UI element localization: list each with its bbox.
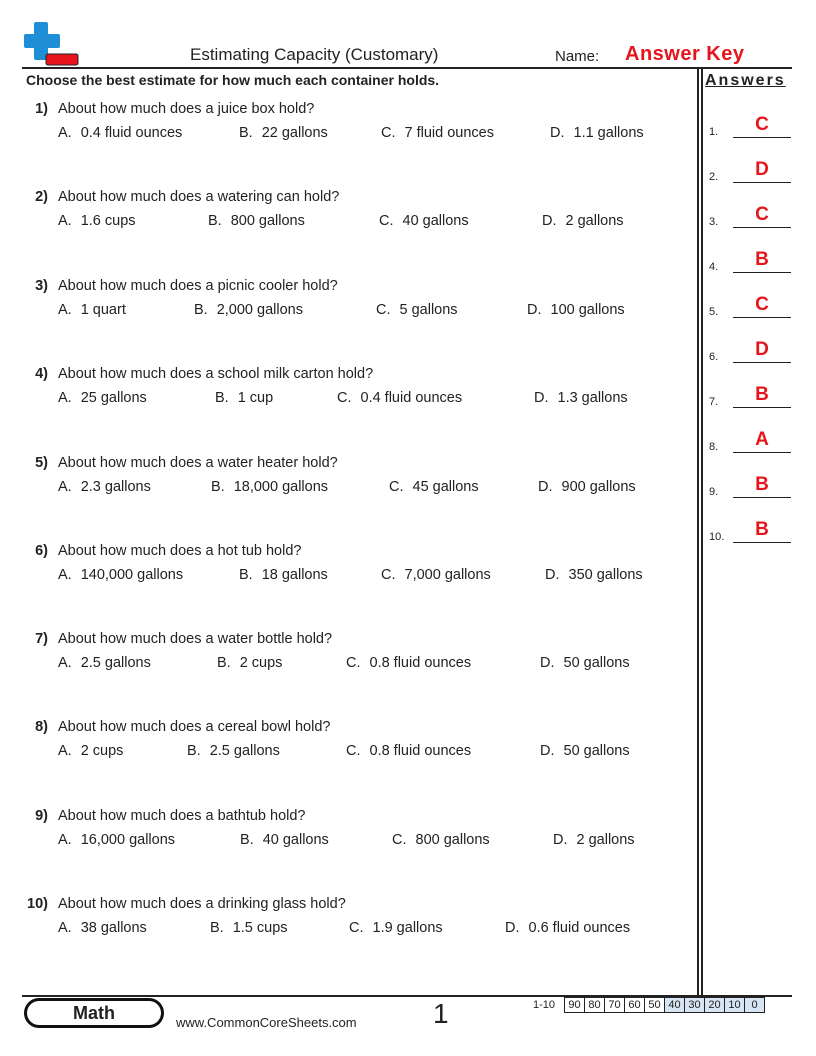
answer-number: 8. xyxy=(709,441,719,453)
question xyxy=(24,631,694,691)
answer-row xyxy=(709,341,793,365)
option-d: D. 1.1 gallons xyxy=(550,125,644,141)
answer-key-label: Answer Key xyxy=(625,43,745,65)
answer-number: 3. xyxy=(709,216,719,228)
answer-row xyxy=(709,431,793,455)
answer-line xyxy=(733,227,791,228)
website-url: www.CommonCoreSheets.com xyxy=(176,1015,357,1030)
option-c: C. 0.8 fluid ounces xyxy=(346,655,472,671)
option-c: C. 7 fluid ounces xyxy=(381,125,494,141)
question-number: 3) xyxy=(35,278,48,294)
option-c: C. 7,000 gallons xyxy=(381,567,491,583)
answer-line xyxy=(733,182,791,183)
option-b: B. 18,000 gallons xyxy=(211,479,329,495)
question xyxy=(24,101,694,161)
question-number: 4) xyxy=(35,366,48,382)
subject-label: Math xyxy=(27,1001,161,1025)
subject-badge xyxy=(24,998,164,1028)
score-cell: 0 xyxy=(745,998,765,1013)
option-b: B. 800 gallons xyxy=(208,213,305,229)
question xyxy=(24,896,694,956)
answer-row xyxy=(709,251,793,275)
worksheet-title: Estimating Capacity (Customary) xyxy=(190,45,439,64)
question-number: 5) xyxy=(35,455,48,471)
header-divider xyxy=(22,67,792,69)
answer-row xyxy=(709,296,793,320)
score-cell: 80 xyxy=(585,998,605,1013)
question xyxy=(24,455,694,515)
answer-line xyxy=(733,137,791,138)
question-number: 2) xyxy=(35,189,48,205)
option-b: B. 18 gallons xyxy=(239,567,328,583)
option-a: A. 1.6 cups xyxy=(58,213,136,229)
answer-value: D xyxy=(755,159,769,180)
answer-row xyxy=(709,386,793,410)
option-a: A. 2 cups xyxy=(58,743,124,759)
answer-number: 9. xyxy=(709,486,719,498)
question-number: 6) xyxy=(35,543,48,559)
option-b: B. 1.5 cups xyxy=(210,920,288,936)
question xyxy=(24,543,694,603)
question-text: About how much does a water heater hold? xyxy=(58,455,338,471)
answer-row xyxy=(709,206,793,230)
score-cell: 50 xyxy=(645,998,665,1013)
answer-line xyxy=(733,272,791,273)
question-text: About how much does a watering can hold? xyxy=(58,189,340,205)
option-a: A. 38 gallons xyxy=(58,920,147,936)
answer-value: B xyxy=(755,519,769,540)
option-a: A. 16,000 gallons xyxy=(58,832,176,848)
option-c: C. 45 gallons xyxy=(389,479,479,495)
option-a: A. 2.3 gallons xyxy=(58,479,151,495)
question-text: About how much does a hot tub hold? xyxy=(58,543,302,559)
score-cell: 10 xyxy=(725,998,745,1013)
option-a: A. 1 quart xyxy=(58,302,126,318)
option-d: D. 0.6 fluid ounces xyxy=(505,920,631,936)
score-cell: 90 xyxy=(565,998,585,1013)
question-text: About how much does a water bottle hold? xyxy=(58,631,333,647)
option-b: B. 1 cup xyxy=(215,390,274,406)
option-c: C. 800 gallons xyxy=(392,832,490,848)
answer-number: 4. xyxy=(709,261,719,273)
answer-value: A xyxy=(755,429,769,450)
option-d: D. 2 gallons xyxy=(553,832,635,848)
name-label: Name: xyxy=(555,48,600,65)
score-cell: 20 xyxy=(705,998,725,1013)
answer-line xyxy=(733,317,791,318)
question xyxy=(24,366,694,426)
question xyxy=(24,808,694,868)
option-c: C. 0.8 fluid ounces xyxy=(346,743,472,759)
option-c: C. 1.9 gallons xyxy=(349,920,443,936)
answer-row xyxy=(709,116,793,140)
answer-value: B xyxy=(755,474,769,495)
answer-line xyxy=(733,407,791,408)
column-divider xyxy=(701,67,703,995)
column-divider xyxy=(697,67,699,995)
answer-row xyxy=(709,161,793,185)
option-b: B. 40 gallons xyxy=(240,832,329,848)
answer-value: B xyxy=(755,384,769,405)
option-d: D. 1.3 gallons xyxy=(534,390,628,406)
option-d: D. 50 gallons xyxy=(540,655,630,671)
answer-number: 10. xyxy=(709,531,725,543)
question-text: About how much does a juice box hold? xyxy=(58,101,315,117)
score-cell: 60 xyxy=(625,998,645,1013)
option-c: C. 0.4 fluid ounces xyxy=(337,390,463,406)
question-number: 9) xyxy=(35,808,48,824)
question-text: About how much does a picnic cooler hold? xyxy=(58,278,338,294)
option-a: A. 0.4 fluid ounces xyxy=(58,125,183,141)
answer-number: 7. xyxy=(709,396,719,408)
option-a: A. 25 gallons xyxy=(58,390,147,406)
score-range-label: 1-10 xyxy=(533,999,556,1011)
option-d: D. 900 gallons xyxy=(538,479,636,495)
question-text: About how much does a school milk carton hold? xyxy=(58,366,374,382)
question xyxy=(24,189,694,249)
option-b: B. 2.5 gallons xyxy=(187,743,280,759)
question xyxy=(24,719,694,779)
option-c: C. 40 gallons xyxy=(379,213,469,229)
question-text: About how much does a cereal bowl hold? xyxy=(58,719,331,735)
answer-line xyxy=(733,452,791,453)
option-a: A. 140,000 gallons xyxy=(58,567,184,583)
option-b: B. 2 cups xyxy=(217,655,283,671)
answer-number: 6. xyxy=(709,351,719,363)
answer-value: D xyxy=(755,339,769,360)
answer-line xyxy=(733,497,791,498)
option-d: D. 100 gallons xyxy=(527,302,625,318)
answer-number: 1. xyxy=(709,126,719,138)
answer-row xyxy=(709,476,793,500)
answer-line xyxy=(733,542,791,543)
option-c: C. 5 gallons xyxy=(376,302,458,318)
answer-value: C xyxy=(755,114,769,135)
question-number: 7) xyxy=(35,631,48,647)
answer-number: 2. xyxy=(709,171,719,183)
score-cell: 70 xyxy=(605,998,625,1013)
plus-minus-logo-icon xyxy=(24,22,80,66)
instructions: Choose the best estimate for how much each container holds. xyxy=(26,72,440,88)
page-number: 1 xyxy=(433,998,449,1029)
answer-line xyxy=(733,362,791,363)
answer-value: B xyxy=(755,249,769,270)
option-d: D. 2 gallons xyxy=(542,213,624,229)
option-b: B. 2,000 gallons xyxy=(194,302,303,318)
score-table xyxy=(564,997,765,1013)
option-d: D. 50 gallons xyxy=(540,743,630,759)
question-number: 8) xyxy=(35,719,48,735)
score-cell: 30 xyxy=(685,998,705,1013)
answer-value: C xyxy=(755,294,769,315)
question-number: 10) xyxy=(27,896,48,912)
question-text: About how much does a bathtub hold? xyxy=(58,808,306,824)
answer-row xyxy=(709,521,793,545)
question-text: About how much does a drinking glass hold? xyxy=(58,896,346,912)
question-number: 1) xyxy=(35,101,48,117)
answer-value: C xyxy=(755,204,769,225)
option-d: D. 350 gallons xyxy=(545,567,643,583)
answers-title: Answers xyxy=(705,72,786,89)
score-cell: 40 xyxy=(665,998,685,1013)
answer-number: 5. xyxy=(709,306,719,318)
option-b: B. 22 gallons xyxy=(239,125,328,141)
option-a: A. 2.5 gallons xyxy=(58,655,151,671)
question xyxy=(24,278,694,338)
